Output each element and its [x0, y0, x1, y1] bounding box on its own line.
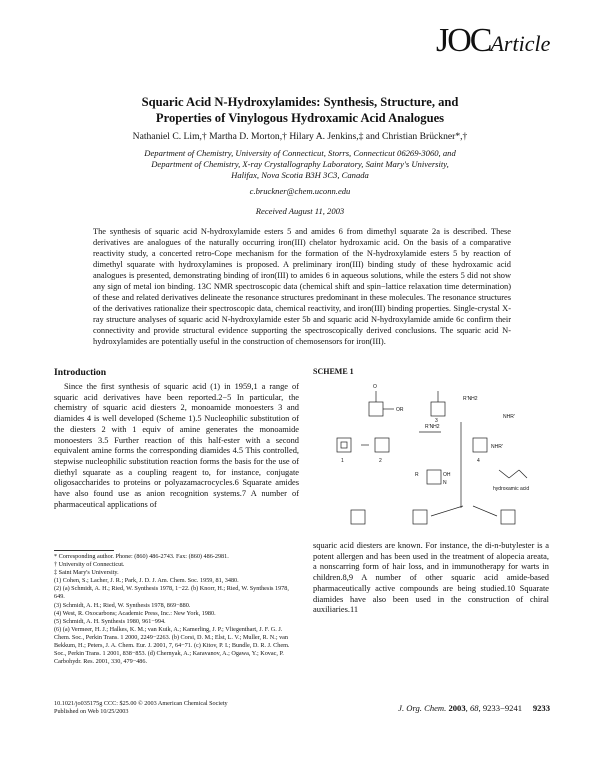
scheme-heading: SCHEME 1	[313, 367, 354, 376]
product-ring-2	[413, 510, 427, 524]
affiliation-2: Department of Chemistry, X-ray Crystallography Laboratory, Saint Mary's University,	[151, 159, 449, 169]
diester-ring	[375, 438, 389, 452]
footnote: (6) (a) Vermeer, H. J.; Halkes, K. M.; van Kuik, A.; Kamerling, J. P.; Vliegenthart, J. F. G. J. Chem. Soc., Perkin Trans. 1 2000, 2249−2263. (b) Corsi, D. M.; Elst, L. V.; Muller, R. N.; van Bekkum, H.; Peters, J. A. Chem. Eur. J. 2001, 7, 64−71. (c) Kitov, P. I.; Bundle, D. R. J. Chem. Soc., Perkin Trans. 1 2001, 838−853. (d) Chernyak, A.; Karavanov, A.; Ogawa, Y.; Kovac, P. Carbohydr. Res. 2001, 330, 479−486.	[54, 625, 290, 666]
scheme-label: N	[443, 480, 447, 486]
journal-year: 2003	[448, 703, 466, 713]
title-line-2: Properties of Vinylogous Hydroxamic Acid Analogues	[155, 111, 445, 125]
scheme-label: hydroxamic acid	[493, 486, 530, 492]
affiliations	[70, 148, 530, 181]
footnote: (3) Schmidt, A. H.; Ried, W. Synthesis 1978, 869−880.	[54, 601, 191, 609]
footnote: (5) Schmidt, A. H. Synthesis 1980, 961−994.	[54, 617, 166, 625]
scheme-label: R'NH2	[463, 396, 478, 402]
doi-line: 10.1021/jo035175g CCC: $25.00 © 2003 American Chemical Society	[54, 700, 228, 707]
product-ring-1	[351, 510, 365, 524]
abstract: The synthesis of squaric acid N-hydroxylamide esters 5 and amides 6 from dimethyl squarate 2a is described. These derivatives are analogues of the naturally occurring iron(III) chelator hydroxamic acid. On the basis of a comparative reactivity study, a concerted retro-Cope mechanism for the formation of the N-hydroxylamide esters 5 by reaction of dimethyl squarate with hydroxylamines is proposed. A preliminary iron(III) binding study of these hydroxamic acid analogues is presented, demonstrating binding of iron(III) to amides 6 in aqueous solutions, while the esters 5 did not show any sign of metal ion binding. 13C NMR spectroscopic data (chemical shift and spin−lattice relaxation time determination) of these and related derivatives delineate the resonance structures predominant in these molecules. The resonance structures of the derivatives rationalize their spectroscopic data, chemical reactivity, and iron(III) binding properties. Single-crystal X-ray structure analyses of squaric acid N-hydroxylamide ester 5b and squaric acid N-hydroxylamide amide 6c confirm their connectivity and provide structural evidence supporting the spectroscopically derived conclusions. The squaric acid N-hydroxylamides are potentially useful in the construction of chemosensors for iron(III).	[93, 227, 511, 346]
scheme-label: NHR'	[491, 444, 503, 450]
journal-logo-article: Article	[490, 31, 551, 56]
bond	[509, 470, 519, 478]
compound-number: 2	[379, 458, 382, 464]
journal-logo-joc: JOC	[436, 22, 491, 59]
squaric-acid-ring	[337, 438, 351, 452]
scheme-label: OH	[443, 472, 451, 478]
journal-logo	[436, 22, 576, 62]
scheme-label: O	[373, 384, 377, 390]
footnote: (2) (a) Schmidt, A. H.; Ried, W. Synthesis 1978, 1−22. (b) Knorr, H.; Ried, W. Synthesis 1978, 649.	[54, 585, 289, 601]
footnote: (4) West, R. Oxocarbons; Academic Press, Inc.: New York, 1980.	[54, 609, 216, 617]
journal-name: J. Org. Chem.	[398, 703, 447, 713]
footnote: (1) Cohen, S.; Lacher, J. R.; Park, J. D. J. Am. Chem. Soc. 1959, 81, 3480.	[54, 577, 239, 585]
article-title	[60, 94, 540, 126]
reaction-arrow-bl	[431, 506, 463, 516]
affiliation-3: Halifax, Nova Scotia B3H 3C3, Canada	[231, 170, 369, 180]
authors: Nathaniel C. Lim,† Martha D. Morton,† Hilary A. Jenkins,‡ and Christian Brückner*,†	[132, 131, 468, 142]
hydroxylamide-ring	[427, 470, 441, 484]
footnote-divider	[54, 550, 114, 551]
title-line-1: Squaric Acid N-Hydroxylamides: Synthesis, Structure, and	[141, 95, 459, 109]
squaric-acid-inner-ring	[341, 442, 347, 448]
diamide-ring	[473, 438, 487, 452]
scheme-label: NHR'	[503, 414, 515, 420]
journal-citation: J. Org. Chem. 2003, 68, 9233−9241 9233	[398, 703, 550, 713]
journal-volume: 68	[469, 703, 479, 713]
scheme-label: R	[415, 472, 419, 478]
footnote: † University of Connecticut.	[54, 561, 125, 569]
bond	[499, 470, 509, 478]
footer-doi	[54, 700, 228, 716]
compound-number: 1	[341, 458, 344, 464]
scheme-label: OR	[396, 407, 404, 413]
section-heading-introduction: Introduction	[54, 367, 107, 378]
published-date: Published on Web 10/25/2003	[54, 708, 129, 715]
affiliation-1: Department of Chemistry, University of Connecticut, Storrs, Connecticut 06269-3060, and	[144, 148, 456, 158]
scheme-label: R'NH2	[425, 424, 440, 430]
product-ring-3	[501, 510, 515, 524]
right-column-paragraph: squaric acid diesters are known. For instance, the di-n-butylester is a potent allergen and has been used in the treatment of alopecia areata, a nonscarring form of hair loss, and in immunotherapy for warts in children.8,9 A number of other squaric acid amide-based pharmaceutically active compounds are being studied.10 Squarate diamides have also been used in the construction of chiral auxiliaries.11	[313, 541, 549, 615]
bond	[519, 470, 527, 478]
compound-number: 4	[477, 458, 480, 464]
footnotes	[54, 553, 299, 666]
compound-number: 3	[435, 418, 438, 424]
author-email[interactable]: c.bruckner@chem.uconn.edu	[249, 186, 351, 196]
journal-pages: 9233−9241	[482, 703, 523, 713]
footnote: * Corresponding author. Phone: (860) 486-2743. Fax: (860) 486-2981.	[54, 553, 229, 560]
reaction-arrow-br	[473, 506, 497, 516]
scheme-1-diagram	[313, 378, 549, 538]
squarate-ring-top	[369, 402, 383, 416]
page-number: 9233	[532, 703, 550, 713]
received-date: Received August 11, 2003	[255, 206, 345, 216]
introduction-paragraph: Since the first synthesis of squaric acid (1) in 1959,1 a range of squaric acid derivatives have been reported.2−5 In particular, the chemistry of squaric acid diesters 2, monoamide monoesters 3 and diamides 4 is well developed (Scheme 1).5 Nucleophilic substitution of the diesters 2 with 1 equiv of amine generates the monoamide monoesters 3.5 Further reaction of this half-ester with a second equivalent amine forms the corresponding diamides 4.5 This controlled, stepwise nucleophilic substitution reaction forms the basis for the use of diethyl squarate as a coupling reagent to, for instance, conjugate oligosaccharides to proteins or polyazamacrocycles.6 Squarate amides have also found use as anion recognition systems.7 A number of pharmaceutical applications of	[54, 382, 299, 509]
footnote: ‡ Saint Mary's University.	[54, 569, 119, 577]
monoamide-ring	[431, 402, 445, 416]
